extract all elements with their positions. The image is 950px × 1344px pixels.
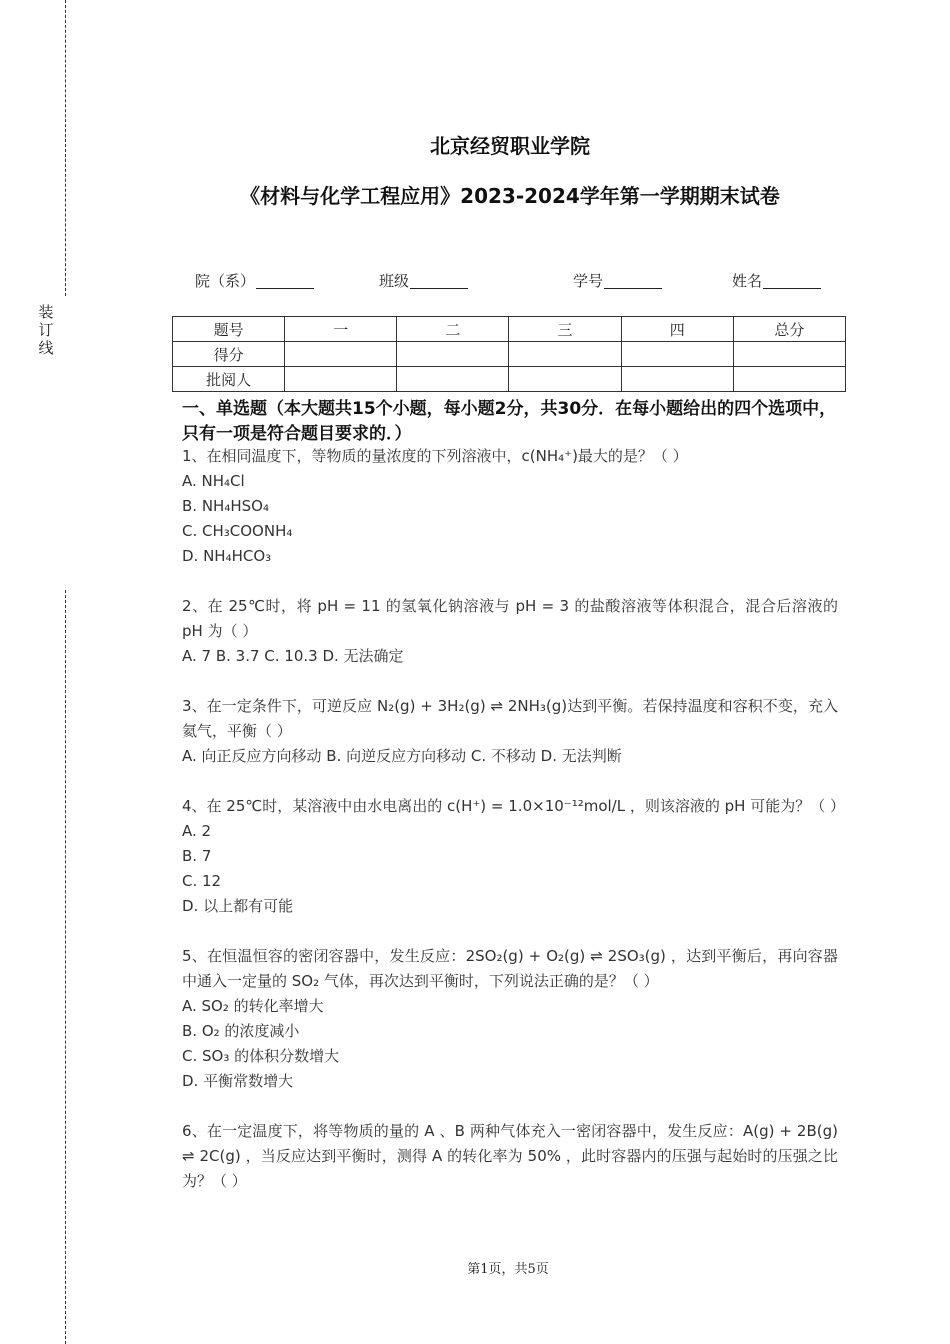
question-option: B. 7 <box>182 847 212 865</box>
score-table-cell[interactable] <box>397 367 509 392</box>
info-field-class <box>379 270 468 291</box>
score-table-cell: 四 <box>621 317 733 342</box>
score-table-cell[interactable] <box>621 342 733 367</box>
info-field-blank[interactable] <box>763 272 821 289</box>
question-item <box>182 794 845 919</box>
question-item <box>182 1119 838 1194</box>
binding-label <box>37 303 55 357</box>
question-option: C. 12 <box>182 872 222 890</box>
info-field-blank[interactable] <box>410 272 468 289</box>
question-option: A. 7 B. 3.7 C. 10.3 D. 无法确定 <box>182 647 404 665</box>
score-table <box>172 316 846 392</box>
binding-label-char: 装 <box>38 303 54 321</box>
score-table-cell: 题号 <box>173 317 285 342</box>
page-number: 第1页，共5页 <box>467 1262 549 1277</box>
info-field-label: 学号 <box>573 272 604 290</box>
question-option: B. NH₄HSO₄ <box>182 497 269 515</box>
score-table-cell[interactable] <box>509 367 621 392</box>
score-table-row <box>173 367 846 392</box>
info-field-label: 班级 <box>379 272 410 290</box>
question-stem: 3、在一定条件下，可逆反应 N₂(g) + 3H₂(g) ⇌ 2NH₃(g)达到平衡。若保持温度和容积不变，充入氦气，平衡（ ） <box>182 697 838 740</box>
binding-line-bottom <box>65 590 66 1344</box>
score-table-cell: 三 <box>509 317 621 342</box>
question-option: D. 平衡常数增大 <box>182 1072 294 1090</box>
info-field-name <box>732 270 821 291</box>
score-table-row <box>173 342 846 367</box>
question-stem: 4、在 25℃时，某溶液中由水电离出的 c(H⁺) = 1.0×10⁻¹²mol/L ，则该溶液的 pH 可能为？（ ） <box>182 797 845 815</box>
question-option: D. NH₄HCO₃ <box>182 547 272 565</box>
question-option: D. 以上都有可能 <box>182 897 294 915</box>
info-field-department <box>195 270 314 291</box>
score-table-cell[interactable] <box>285 342 397 367</box>
question-option: C. CH₃COONH₄ <box>182 522 293 540</box>
binding-label-char: 订 <box>38 321 54 339</box>
score-table-cell[interactable] <box>509 342 621 367</box>
score-table-cell: 二 <box>397 317 509 342</box>
question-option: A. SO₂ 的转化率增大 <box>182 997 324 1015</box>
question-option: B. O₂ 的浓度减小 <box>182 1022 300 1040</box>
score-table-cell[interactable] <box>285 367 397 392</box>
score-table-cell[interactable] <box>397 342 509 367</box>
score-table-row-label: 批阅人 <box>173 367 285 392</box>
info-field-student-id <box>573 270 662 291</box>
info-field-blank[interactable] <box>604 272 662 289</box>
score-table-row-label: 得分 <box>173 342 285 367</box>
score-table-cell: 总分 <box>733 317 845 342</box>
score-table-header-row <box>173 317 846 342</box>
question-option: A. NH₄Cl <box>182 472 245 490</box>
question-item <box>182 944 838 1094</box>
section-heading: 一、单选题（本大题共15个小题，每小题2分，共30分．在每小题给出的四个选项中，只有一项是符合题目要求的．） <box>182 399 837 444</box>
question-stem: 2、在 25℃时，将 pH = 11 的氢氧化钠溶液与 pH = 3 的盐酸溶液等体积混合，混合后溶液的 pH 为（ ） <box>182 597 838 640</box>
question-stem: 6、在一定温度下，将等物质的量的 A 、B 两种气体充入一密闭容器中，发生反应：A(g) + 2B(g) ⇌ 2C(g) ，当反应达到平衡时，测得 A 的转化率为 50% ，此时容器内的压强与起始时的压强之比为？（ ） <box>182 1122 838 1190</box>
exam-title: 《材料与化学工程应用》2023-2024学年第一学期期末试卷 <box>240 184 780 208</box>
question-option: A. 2 <box>182 822 212 840</box>
binding-label-char: 线 <box>38 339 54 357</box>
question-item <box>182 444 838 569</box>
score-table-cell[interactable] <box>733 367 845 392</box>
info-field-blank[interactable] <box>256 272 314 289</box>
question-item <box>182 694 838 769</box>
question-option: A. 向正反应方向移动 B. 向逆反应方向移动 C. 不移动 D. 无法判断 <box>182 747 622 765</box>
question-item <box>182 594 838 669</box>
score-table-cell[interactable] <box>621 367 733 392</box>
question-list <box>182 444 845 1194</box>
info-field-label: 姓名 <box>732 272 763 290</box>
question-stem: 5、在恒温恒容的密闭容器中，发生反应：2SO₂(g) + O₂(g) ⇌ 2SO₃(g) ，达到平衡后，再向容器中通入一定量的 SO₂ 气体，再次达到平衡时，下列说法正确的是？（ ） <box>182 947 838 990</box>
question-option: C. SO₃ 的体积分数增大 <box>182 1047 340 1065</box>
question-stem: 1、在相同温度下，等物质的量浓度的下列溶液中，c(NH₄⁺)最大的是？（ ） <box>182 447 688 465</box>
score-table-cell[interactable] <box>733 342 845 367</box>
score-table-cell: 一 <box>285 317 397 342</box>
info-field-label: 院（系） <box>195 272 256 290</box>
school-title: 北京经贸职业学院 <box>430 134 590 158</box>
